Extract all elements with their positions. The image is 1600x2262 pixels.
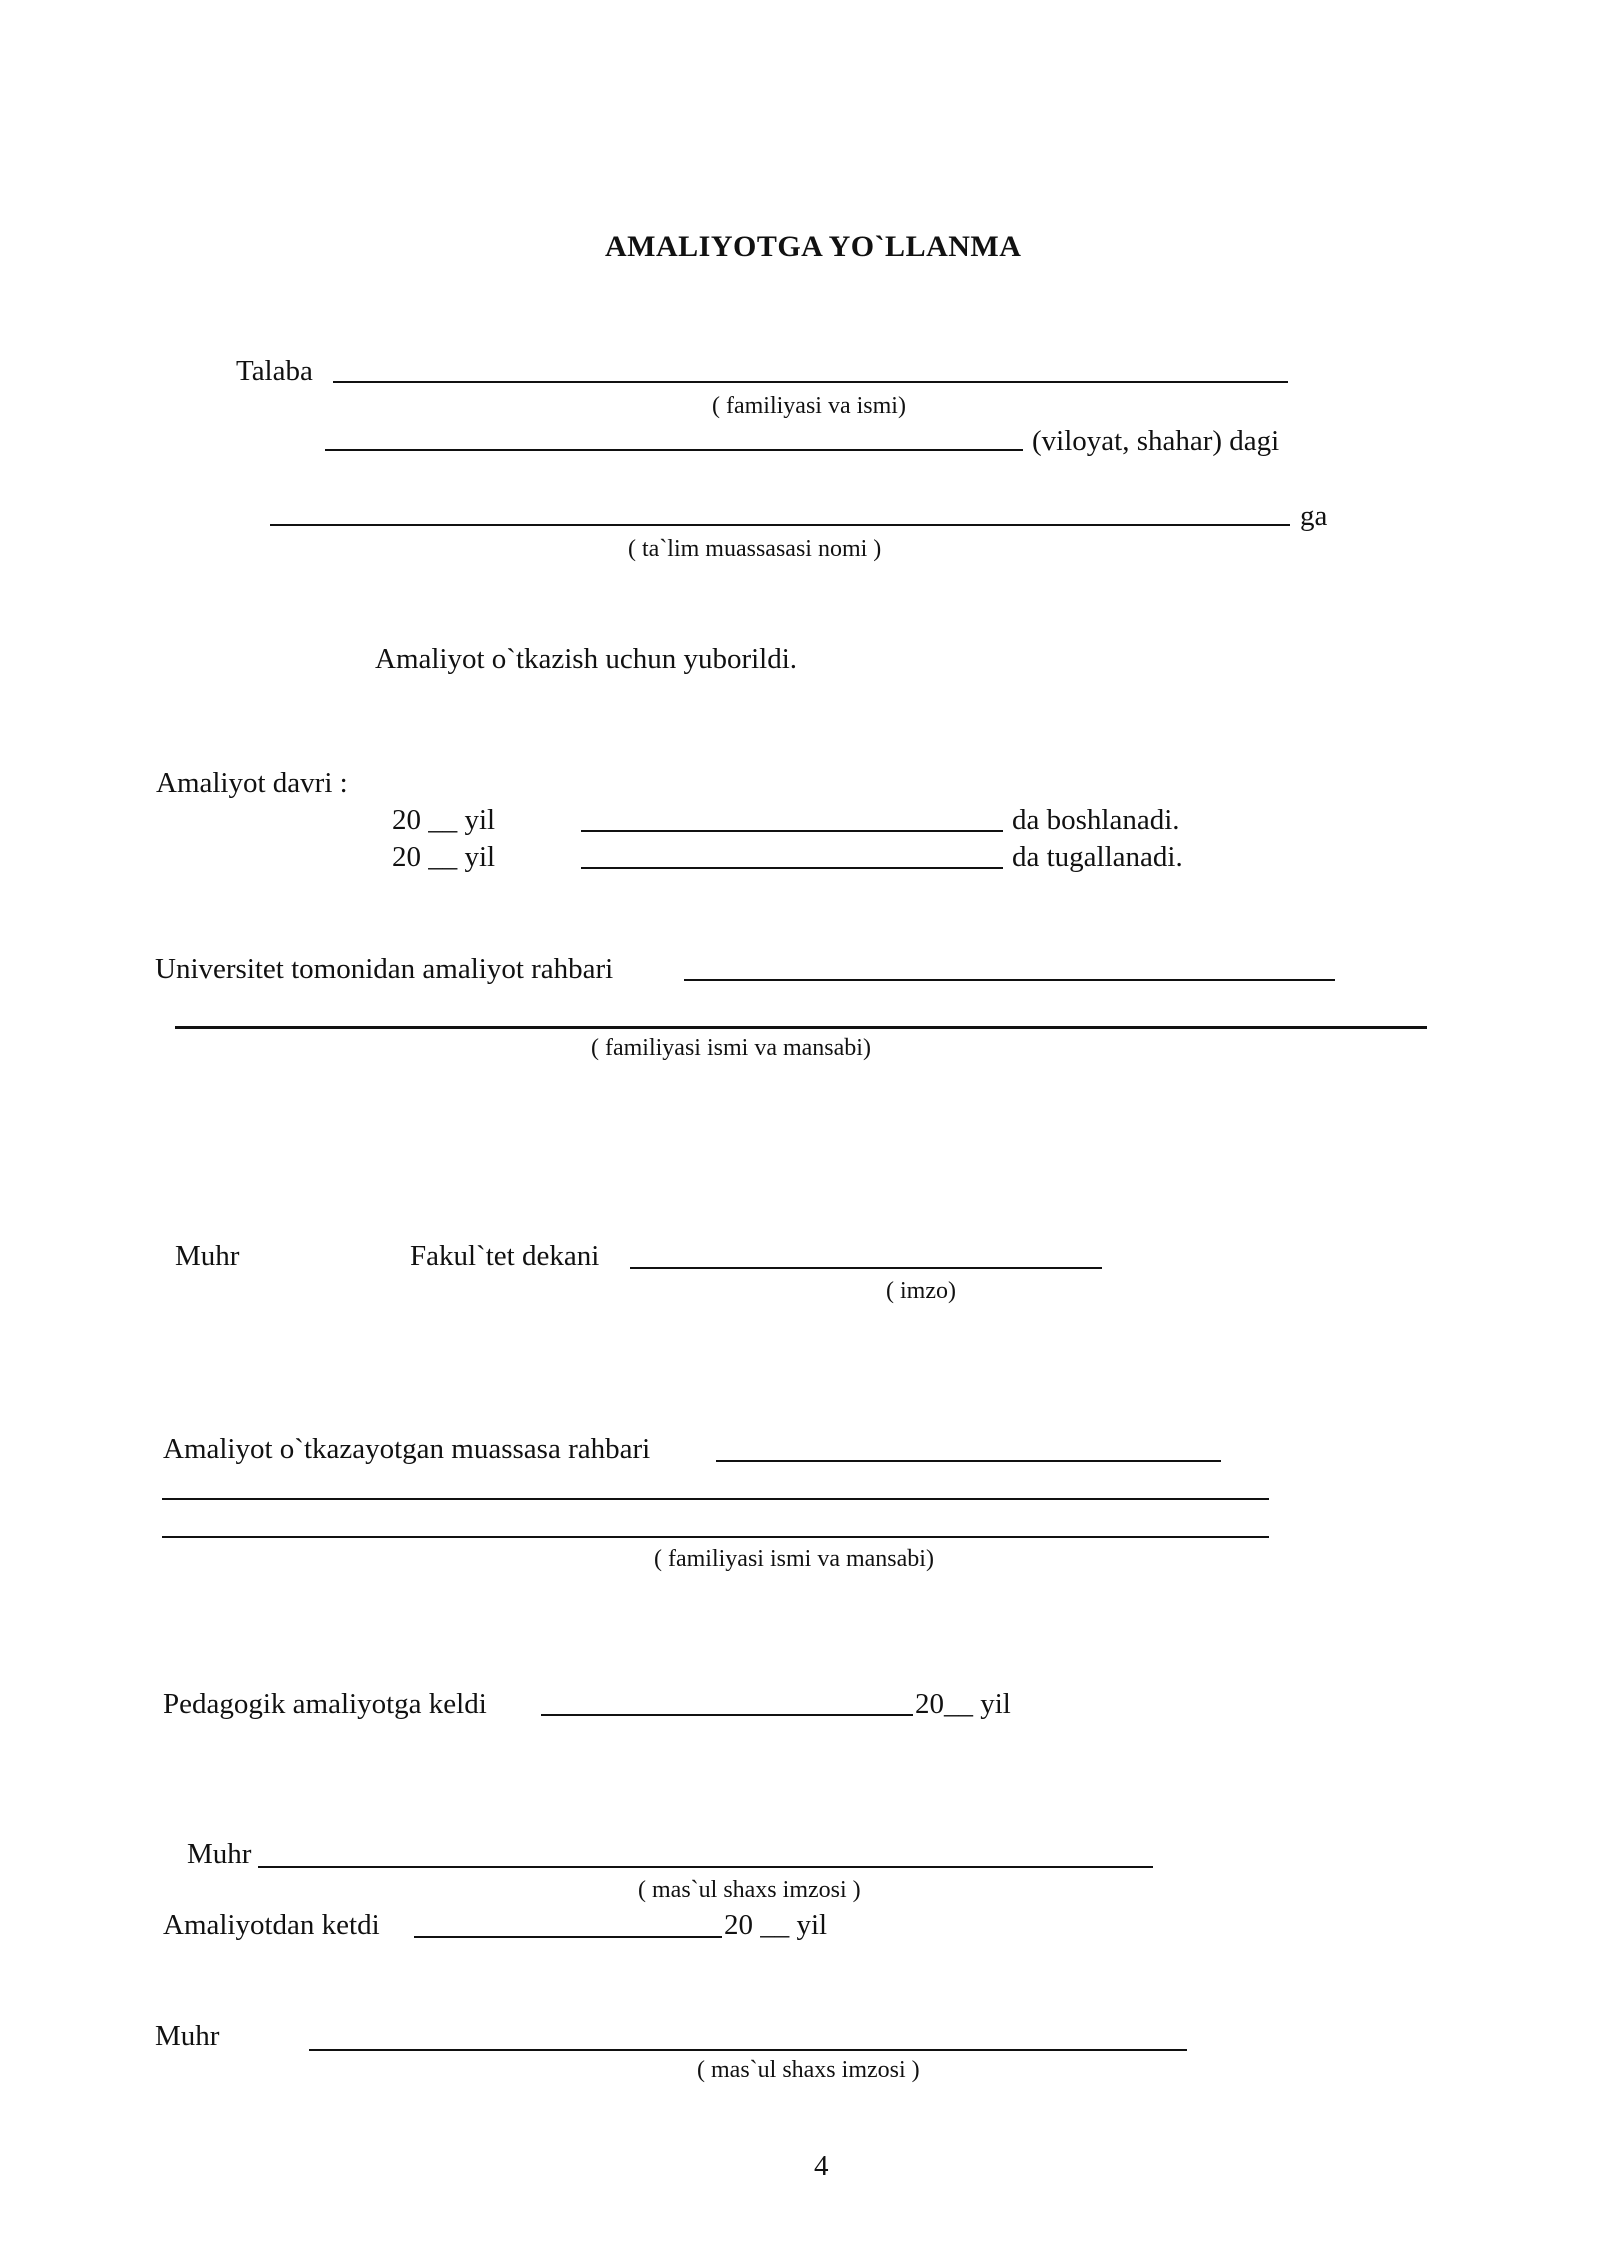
student-name-caption: ( familiyasi va ismi): [712, 393, 906, 419]
period-end-year: 20 __ yil: [392, 841, 496, 873]
dean-stamp: Muhr: [175, 1240, 240, 1272]
departure-year: 20 __ yil: [724, 1909, 828, 1941]
host-head-caption: ( familiyasi ismi va mansabi): [654, 1546, 934, 1572]
arrival-signature-line: [258, 1866, 1153, 1868]
period-label: Amaliyot davri :: [156, 767, 348, 799]
period-end-line: [581, 867, 1003, 869]
university-supervisor-line-2: [175, 1026, 1427, 1029]
arrival-label: Pedagogik amaliyotga keldi: [163, 1688, 487, 1720]
page-number: 4: [814, 2150, 829, 2182]
university-supervisor-caption: ( familiyasi ismi va mansabi): [591, 1035, 871, 1061]
period-start-line: [581, 830, 1003, 832]
arrival-date-line: [541, 1714, 913, 1716]
host-head-line-3: [162, 1536, 1269, 1538]
sent-text: Amaliyot o`tkazish uchun yuborildi.: [375, 643, 798, 675]
period-end-suffix: da tugallanadi.: [1012, 841, 1183, 873]
arrival-stamp: Muhr: [187, 1838, 252, 1870]
host-head-line-2: [162, 1498, 1269, 1500]
arrival-signature-caption: ( mas`ul shaxs imzosi ): [638, 1877, 861, 1903]
period-start-year: 20 __ yil: [392, 804, 496, 836]
departure-label: Amaliyotdan ketdi: [163, 1909, 380, 1941]
institution-suffix: ga: [1300, 500, 1328, 532]
university-supervisor-label: Universitet tomonidan amaliyot rahbari: [155, 953, 614, 985]
document-title: AMALIYOTGA YO`LLANMA: [605, 230, 1022, 263]
institution-caption: ( ta`lim muassasasi nomi ): [628, 536, 882, 562]
student-name-line: [333, 381, 1288, 383]
host-head-line: [716, 1460, 1221, 1462]
period-start-suffix: da boshlanadi.: [1012, 804, 1180, 836]
dean-caption: ( imzo): [886, 1278, 956, 1304]
arrival-year: 20__ yil: [915, 1688, 1011, 1720]
dean-signature-line: [630, 1267, 1102, 1269]
region-line: [325, 449, 1023, 451]
departure-date-line: [414, 1936, 722, 1938]
region-suffix: (viloyat, shahar) dagi: [1032, 425, 1280, 457]
departure-stamp: Muhr: [155, 2020, 220, 2052]
departure-signature-caption: ( mas`ul shaxs imzosi ): [697, 2057, 920, 2083]
student-label: Talaba: [236, 355, 313, 387]
institution-line: [270, 524, 1290, 526]
departure-signature-line: [309, 2049, 1187, 2051]
dean-label: Fakul`tet dekani: [410, 1240, 600, 1272]
university-supervisor-line: [684, 979, 1335, 981]
host-head-label: Amaliyot o`tkazayotgan muassasa rahbari: [163, 1433, 651, 1465]
